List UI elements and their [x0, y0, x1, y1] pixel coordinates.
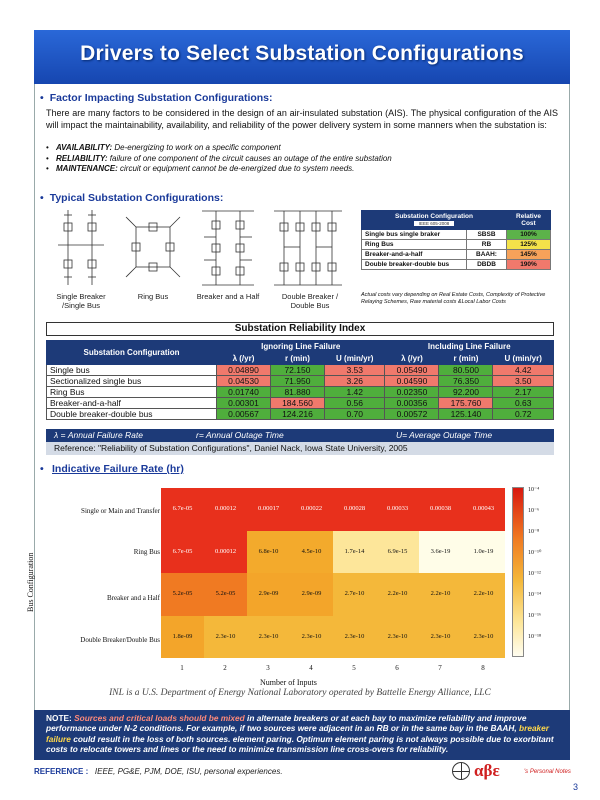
page-title: Drivers to Select Substation Configurations — [80, 42, 524, 65]
heatmap-bullet: • — [40, 463, 44, 475]
x-tick: 8 — [481, 664, 485, 672]
diagram-label-bah: Breaker and a Half — [196, 292, 260, 301]
heatmap-cell: 2.3e-10 — [419, 616, 462, 659]
heatmap-cell: 2.7e-10 — [333, 573, 376, 616]
logo-tagline: 's Personal Notes — [524, 769, 571, 775]
double-breaker-diagram — [270, 205, 346, 291]
cost-table — [361, 210, 551, 270]
colorbar-tick: 10⁻⁴ — [528, 487, 540, 493]
factors-paragraph: There are many factors to be considered in the design of an air-insulated substation (AIS). The physical configuration of the AIS will impact the maintainability, availability, and reliability of the power delivery system in some manners when the substation is: — [46, 108, 558, 130]
reliability-reference: Reference: "Reliability of Substation Configurations", Daniel Nack, Iowa State University, 2005 — [46, 442, 554, 455]
heatmap-row-label: Single or Main and Transfer — [81, 507, 160, 515]
cost-header: Substation Configuration IEEE 605-2008 — [362, 211, 507, 230]
heatmap-cell: 0.00012 — [204, 531, 247, 574]
title-bar — [34, 30, 570, 84]
diagram-label-dbdb: Double Breaker / Double Bus — [281, 292, 339, 310]
reference-line: REFERENCE : IEEE, PG&E, PJM, DOE, ISU, personal experiences. — [34, 767, 283, 776]
col-config: Substation Configuration — [47, 341, 217, 365]
x-tick: 4 — [309, 664, 313, 672]
heatmap-cell: 2.9e-09 — [290, 573, 333, 616]
list-item: • RELIABILITY: failure of one component of the circuit causes an outage of the entire substation — [46, 154, 558, 165]
heatmap-cell: 6.7e-05 — [161, 488, 204, 531]
x-tick: 7 — [438, 664, 442, 672]
heatmap-xlabel: Number of Inputs — [260, 678, 317, 687]
subhead: λ (/yr) — [385, 353, 439, 365]
heatmap-cell: 2.2e-10 — [462, 573, 505, 616]
heatmap-cell: 5.2e-05 — [161, 573, 204, 616]
ring-bus-diagram — [124, 205, 182, 291]
heatmap-cell: 2.3e-10 — [462, 616, 505, 659]
heatmap-cell: 0.00017 — [247, 488, 290, 531]
heatmap-cell: 2.3e-10 — [247, 616, 290, 659]
typical-heading: • Typical Substation Configurations: — [40, 192, 224, 204]
heatmap-cell: 0.00012 — [204, 488, 247, 531]
heatmap-cell: 2.3e-10 — [376, 616, 419, 659]
subhead: r (min) — [439, 353, 493, 365]
logo-text: αβε — [474, 761, 500, 780]
table-row: Breaker-and-a-half BAAH: 145% — [362, 250, 551, 260]
heatmap-row-label: Double Breaker/Double Bus — [80, 636, 160, 644]
heatmap-row-label: Breaker and a Half — [106, 594, 160, 602]
colorbar-tick: 10⁻¹² — [528, 571, 541, 577]
x-tick: 5 — [352, 664, 356, 672]
table-row: Double breaker-double bus DBDB 190% — [362, 260, 551, 270]
heatmap-cell: 1.0e-19 — [462, 531, 505, 574]
heatmap-row-label: Ring Bus — [133, 548, 160, 556]
cost-header-relative: Relative Cost — [507, 211, 551, 230]
factors-bullets — [46, 143, 558, 175]
heatmap-cell: 6.7e-05 — [161, 531, 204, 574]
heatmap-cell: 6.9e-15 — [376, 531, 419, 574]
heatmap-cell: 3.6e-19 — [419, 531, 462, 574]
colorbar-tick: 10⁻¹⁰ — [528, 550, 542, 556]
subhead: λ (/yr) — [217, 353, 271, 365]
colorbar-tick: 10⁻⁸ — [528, 529, 540, 535]
heatmap-cell: 0.00038 — [419, 488, 462, 531]
table-row: Ring Bus 0.01740 81.880 1.42 0.02350 92.200 2.17 — [47, 387, 554, 398]
colorbar-tick: 10⁻¹⁶ — [528, 613, 542, 619]
table-row: Single bus single braker SBSB 100% — [362, 230, 551, 240]
diagram-label-ring: Ring Bus — [137, 292, 169, 301]
colorbar-tick: 10⁻¹⁴ — [528, 592, 542, 598]
subhead: r (min) — [270, 353, 324, 365]
heatmap-cell: 2.3e-10 — [290, 616, 333, 659]
inl-credit: INL is a U.S. Department of Energy National Laboratory operated by Battelle Energy Alliance, LLC — [109, 688, 491, 698]
x-tick: 2 — [223, 664, 227, 672]
heatmap-cell: 2.3e-10 — [204, 616, 247, 659]
group-including: Including Line Failure — [385, 341, 554, 353]
group-ignoring: Ignoring Line Failure — [217, 341, 385, 353]
heatmap-cell: 6.8e-10 — [247, 531, 290, 574]
heatmap-heading: Indicative Failure Rate (hr) — [52, 463, 184, 475]
reliability-table — [46, 340, 554, 420]
page-number: 3 — [573, 782, 579, 792]
table-row: Double breaker-double bus 0.00567 124.216 0.70 0.00572 125.140 0.72 — [47, 409, 554, 420]
x-tick: 1 — [180, 664, 184, 672]
heatmap-cell: 2.9e-09 — [247, 573, 290, 616]
x-tick: 6 — [395, 664, 399, 672]
subhead: U (min/yr) — [324, 353, 385, 365]
table-row: Sectionalized single bus 0.04530 71.950 3.26 0.04590 76.350 3.50 — [47, 376, 554, 387]
heatmap-cell: 2.3e-10 — [333, 616, 376, 659]
heatmap-cell: 1.8e-09 — [161, 616, 204, 659]
heatmap-cell: 2.2e-10 — [376, 573, 419, 616]
heatmap-ylabel: Bus Configuration — [26, 552, 35, 612]
table-row: Breaker-and-a-half 0.00301 184.560 0.56 0.00356 175.760 0.63 — [47, 398, 554, 409]
heatmap-cell: 4.5e-10 — [290, 531, 333, 574]
heatmap-cell: 5.2e-05 — [204, 573, 247, 616]
note-box: NOTE: Sources and critical loads should be mixed in alternate breakers or at each bay to maximize reliability and improve performance under N-2 conditions. For example, if two sources were adjacent in an RB or in the same bay in the BAAH, breaker failure could result in the loss of both sources. element paring. Optimum element paring is not always possible due to exorbitant costs to relocate towers and lines or the need to minimize transmission line cross-overs for reliability. — [34, 710, 570, 760]
heatmap-cell: 2.2e-10 — [419, 573, 462, 616]
single-breaker-diagram — [52, 205, 110, 291]
list-item: • AVAILABILITY: De-energizing to work on a specific component — [46, 143, 558, 154]
factors-heading: • Factor Impacting Substation Configurations: — [40, 92, 273, 104]
table-row: Single bus 0.04890 72.150 3.53 0.05490 80.500 4.42 — [47, 365, 554, 376]
heatmap-cell: 1.7e-14 — [333, 531, 376, 574]
reliability-title: Substation Reliability Index — [46, 322, 554, 336]
reliability-legend: λ = Annual Failure Rate r= Annual Outage Time U= Average Outage Time — [46, 429, 554, 442]
logo-icon — [452, 762, 470, 780]
cost-note: Actual costs vary depending on Real Estate Costs, Complexity of Protective Relaying Schemes, Raw material costs &Local Labor Costs — [361, 292, 546, 305]
heatmap-colorbar — [512, 487, 524, 657]
diagram-label-single: Single Breaker /Single Bus — [56, 292, 106, 310]
colorbar-tick: 10⁻¹⁸ — [528, 634, 542, 640]
table-row: Ring Bus RB 125% — [362, 240, 551, 250]
colorbar-tick: 10⁻⁶ — [528, 508, 540, 514]
heatmap-cell: 0.00028 — [333, 488, 376, 531]
subhead: U (min/yr) — [493, 353, 554, 365]
x-tick: 3 — [266, 664, 270, 672]
list-item: • MAINTENANCE: circuit or equipment cannot be de-energized due to system needs. — [46, 164, 558, 175]
heatmap-cell: 0.00033 — [376, 488, 419, 531]
breaker-half-diagram — [198, 205, 258, 291]
heatmap-cell: 0.00022 — [290, 488, 333, 531]
heatmap-cell: 0.00043 — [462, 488, 505, 531]
